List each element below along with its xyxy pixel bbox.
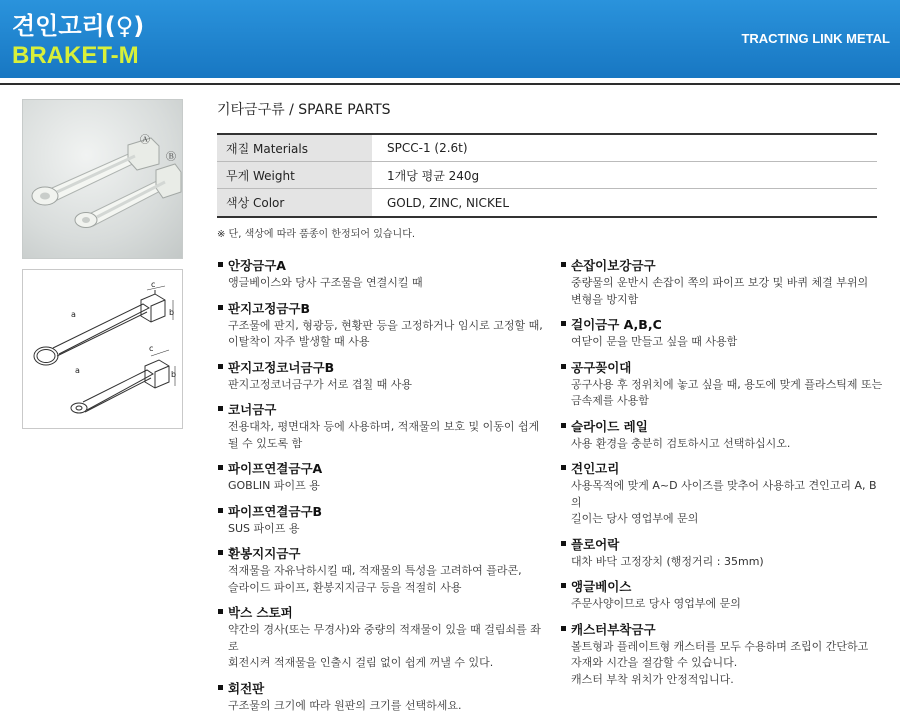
item-title: 판지고정금구B [228, 300, 310, 316]
item-desc: 판지고정코너금구가 서로 겹칠 때 사용 [228, 377, 413, 391]
list-item [561, 460, 886, 528]
bullet-icon [218, 465, 223, 470]
label-b-marker: Ⓑ [166, 152, 176, 163]
page-title: 견인고리(♀) [12, 12, 145, 40]
bullet-icon [561, 423, 566, 428]
item-title: 파이프연결금구B [228, 503, 323, 519]
item-title: 슬라이드 레일 [571, 418, 648, 434]
item-desc: 구조물에 판지, 형광등, 현황판 등을 고정하거나 임시로 고정할 때, 이탈착이 자주 발생할 때 사용 [228, 318, 543, 348]
item-title: 코너금구 [228, 402, 277, 417]
list-item [218, 359, 550, 394]
technical-drawing [22, 269, 183, 429]
item-desc: 전용대차, 평면대차 등에 사용하며, 적재물의 보호 및 이동이 쉽게 될 수 있도록 함 [228, 420, 540, 450]
bullet-icon [561, 262, 566, 267]
list-item [561, 418, 886, 453]
item-desc: 약간의 경사(또는 무경사)와 중량의 적재물이 있을 때 걸림쇠를 좌로 회전시켜 적재물을 인출시 걸림 없이 쉽게 꺼낼 수 있다. [228, 623, 541, 669]
item-title: 공구꽂이대 [571, 359, 632, 375]
label-a-marker: Ⓐ [140, 135, 150, 146]
bullet-icon [561, 626, 566, 631]
item-title: 파이프연결금구A [228, 461, 323, 476]
item-desc: 적재물을 자유낙하시킬 때, 적재물의 특성을 고려하여 플라콘, 슬라이드 파이프, 환봉지지금구 등을 적절히 사용 [228, 564, 522, 594]
bullet-icon [561, 583, 566, 588]
list-item [561, 257, 886, 308]
item-desc: 사용목적에 맞게 A~D 사이즈를 맞추어 사용하고 견인고리 A, B의 길이는 당사 영업부에 문의 [571, 479, 877, 525]
list-item [561, 536, 886, 571]
dim-b-bottom: b [171, 370, 177, 379]
item-desc: 구조물의 크기에 따라 원판의 크기를 선택하세요. [228, 698, 462, 712]
item-title: 플로어락 [571, 536, 620, 552]
item-title: 환봉지지금구 [228, 546, 301, 561]
list-item [218, 604, 550, 672]
bullet-icon [218, 508, 223, 513]
spec-label: 재질 Materials [217, 135, 372, 161]
item-desc: 중량물의 운반시 손잡이 쪽의 파이프 보강 및 바퀴 체결 부위의 변형을 방지함 [571, 276, 869, 306]
list-item [218, 300, 550, 351]
item-desc: 사용 환경을 충분히 검토하시고 선택하십시오. [571, 436, 791, 450]
header-banner [0, 0, 900, 78]
bracket-photo-illustration [23, 100, 183, 259]
spec-table [217, 133, 877, 218]
parts-list-left [218, 257, 550, 722]
item-title: 판지고정코너금구B [228, 359, 335, 375]
parts-list-right [561, 257, 886, 696]
list-item [218, 503, 550, 538]
list-item [561, 578, 886, 613]
dim-c-top: c [151, 280, 156, 289]
item-desc: 앵글베이스와 당사 구조물을 연결시킬 때 [228, 276, 423, 289]
list-item [561, 316, 886, 351]
category-label: TRACTING LINK METAL [741, 31, 890, 46]
item-title: 회전판 [228, 680, 265, 696]
spec-row-color [217, 189, 877, 216]
spec-note: ※ 단, 색상에 따라 품종이 한정되어 있습니다. [217, 229, 416, 240]
list-item [218, 401, 550, 452]
spec-value: GOLD, ZINC, NICKEL [387, 195, 510, 210]
item-title: 견인고리 [571, 461, 620, 476]
list-item [218, 680, 550, 715]
dim-b-top: b [169, 308, 175, 317]
dim-c-bottom: c [149, 344, 154, 353]
item-desc: SUS 파이프 용 [228, 521, 300, 535]
list-item [218, 257, 550, 292]
dim-a-bottom: a [75, 366, 80, 375]
bullet-icon [218, 406, 223, 411]
item-title: 캐스터부착금구 [571, 621, 656, 637]
bullet-icon [218, 262, 223, 267]
product-photo [22, 99, 183, 259]
item-title: 박스 스토퍼 [228, 605, 293, 620]
spec-row-weight [217, 162, 877, 189]
bullet-icon [218, 364, 223, 369]
item-desc: 여닫이 문을 만들고 싶을 때 사용함 [571, 335, 738, 348]
list-item [218, 460, 550, 495]
item-title: 걸이금구 A,B,C [571, 317, 662, 332]
bullet-icon [561, 364, 566, 369]
dim-a-top: a [71, 310, 76, 319]
list-item [561, 621, 886, 689]
spec-label: 색상 Color [217, 189, 372, 216]
item-desc: 주문사양이므로 당사 영업부에 문의 [571, 597, 741, 610]
bullet-icon [561, 541, 566, 546]
bullet-icon [561, 321, 566, 326]
item-desc: 볼트형과 플레이트형 캐스터를 모두 수용하며 조립이 간단하고 자재와 시간을 절감할 수 있습니다. 캐스터 부착 위치가 안정적입니다. [571, 639, 869, 686]
spec-row-material [217, 135, 877, 162]
list-item [561, 359, 886, 410]
bullet-icon [218, 305, 223, 310]
bullet-icon [218, 550, 223, 555]
bullet-icon [218, 609, 223, 614]
header-divider [0, 83, 900, 85]
section-title: 기타금구류 / SPARE PARTS [217, 102, 391, 118]
spec-value: 1개당 평균 240g [387, 168, 480, 183]
spec-value: SPCC-1 (2.6t) [387, 141, 468, 155]
item-title: 안장금구A [228, 258, 286, 273]
bullet-icon [561, 465, 566, 470]
item-desc: 대차 바닥 고정장치 (행정거리 : 35mm) [571, 554, 764, 568]
bullet-icon [218, 685, 223, 690]
item-title: 손잡이보강금구 [571, 258, 656, 273]
spec-label: 무게 Weight [217, 162, 372, 188]
item-desc: 공구사용 후 정위치에 놓고 싶을 때, 용도에 맞게 플라스틱제 또는 금속제를 사용함 [571, 377, 883, 407]
bracket-line-drawing [23, 270, 184, 430]
item-title: 앵글베이스 [571, 579, 632, 594]
item-desc: GOBLIN 파이프 용 [228, 479, 320, 492]
product-code: BRAKET-M [12, 42, 139, 69]
list-item [218, 545, 550, 596]
